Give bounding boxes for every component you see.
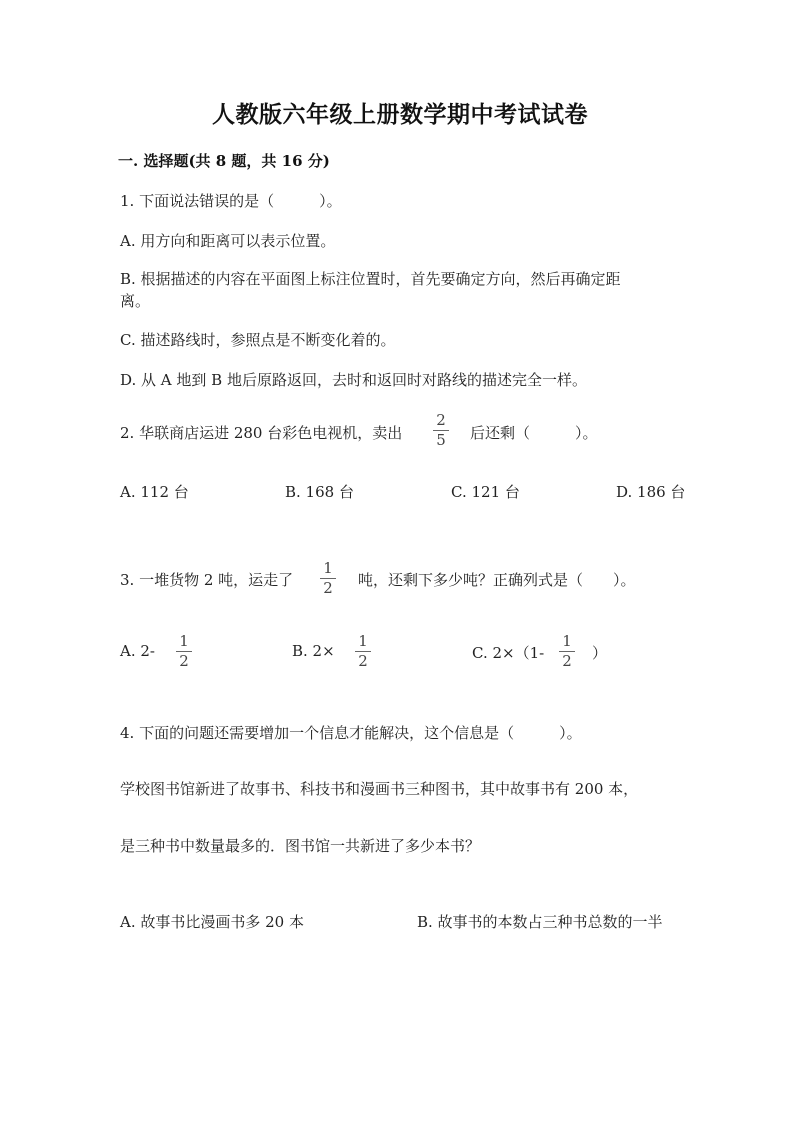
q2-stem-after: 后还剩（ ）。 xyxy=(470,424,598,442)
q4-option-b: B. 故事书的本数占三种书总数的一半 xyxy=(417,913,663,931)
q3-option-c-close: ） xyxy=(592,644,608,662)
q3-option-a-fraction xyxy=(174,633,194,670)
q2-option-c: C. 121 台 xyxy=(451,483,520,501)
fraction-denominator: 2 xyxy=(358,652,368,670)
q4-option-a: A. 故事书比漫画书多 20 本 xyxy=(120,913,304,931)
q3-fraction-numerator: 1 xyxy=(323,559,333,577)
q4-passage-line2: 是三种书中数量最多的．图书馆一共新进了多少本书？ xyxy=(120,837,481,855)
q1-option-d: D. 从 A 地到 B 地后原路返回，去时和返回时对路线的描述完全一样。 xyxy=(120,371,587,389)
q2-option-a: A. 112 台 xyxy=(120,483,189,501)
fraction-numerator: 1 xyxy=(179,632,189,650)
q4-passage-line1: 学校图书馆新进了故事书、科技书和漫画书三种图书，其中故事书有 200 本， xyxy=(120,780,639,798)
page-title: 人教版六年级上册数学期中考试试卷 xyxy=(212,101,588,128)
q1-option-a: A. 用方向和距离可以表示位置。 xyxy=(120,232,336,250)
q3-fraction-denominator: 2 xyxy=(323,579,333,597)
fraction-denominator: 2 xyxy=(562,652,572,670)
q1-option-b-line2: 离。 xyxy=(120,292,151,310)
fraction-numerator: 1 xyxy=(562,632,572,650)
q2-fraction xyxy=(431,412,451,449)
q4-stem: 4. 下面的问题还需要增加一个信息才能解决，这个信息是（ ）。 xyxy=(120,724,582,742)
q2-option-b: B. 168 台 xyxy=(285,483,354,501)
q3-stem-after: 吨，还剩下多少吨？正确列式是（ ）。 xyxy=(358,571,636,589)
q3-option-c-text: C. 2×（1- xyxy=(472,644,545,662)
q3-stem-before: 3. 一堆货物 2 吨，运走了 xyxy=(120,571,294,589)
q2-fraction-denominator: 5 xyxy=(436,431,446,449)
section-heading: 一. 选择题(共 8 题，共 16 分) xyxy=(118,152,330,170)
q1-option-c: C. 描述路线时，参照点是不断变化着的。 xyxy=(120,331,396,349)
q1-option-b-line1: B. 根据描述的内容在平面图上标注位置时，首先要确定方向，然后再确定距 xyxy=(120,270,621,288)
fraction-denominator: 2 xyxy=(179,652,189,670)
q2-option-d: D. 186 台 xyxy=(616,483,686,501)
q3-option-b-fraction xyxy=(353,633,373,670)
q2-stem-before: 2. 华联商店运进 280 台彩色电视机，卖出 xyxy=(120,424,403,442)
q1-stem: 1. 下面说法错误的是（ ）。 xyxy=(120,192,342,210)
fraction-numerator: 1 xyxy=(358,632,368,650)
q2-fraction-numerator: 2 xyxy=(436,411,446,429)
q3-option-a-text: A. 2- xyxy=(120,642,155,660)
q3-fraction xyxy=(318,560,338,597)
q3-option-c-fraction xyxy=(557,633,577,670)
q3-option-b-text: B. 2× xyxy=(292,642,335,660)
